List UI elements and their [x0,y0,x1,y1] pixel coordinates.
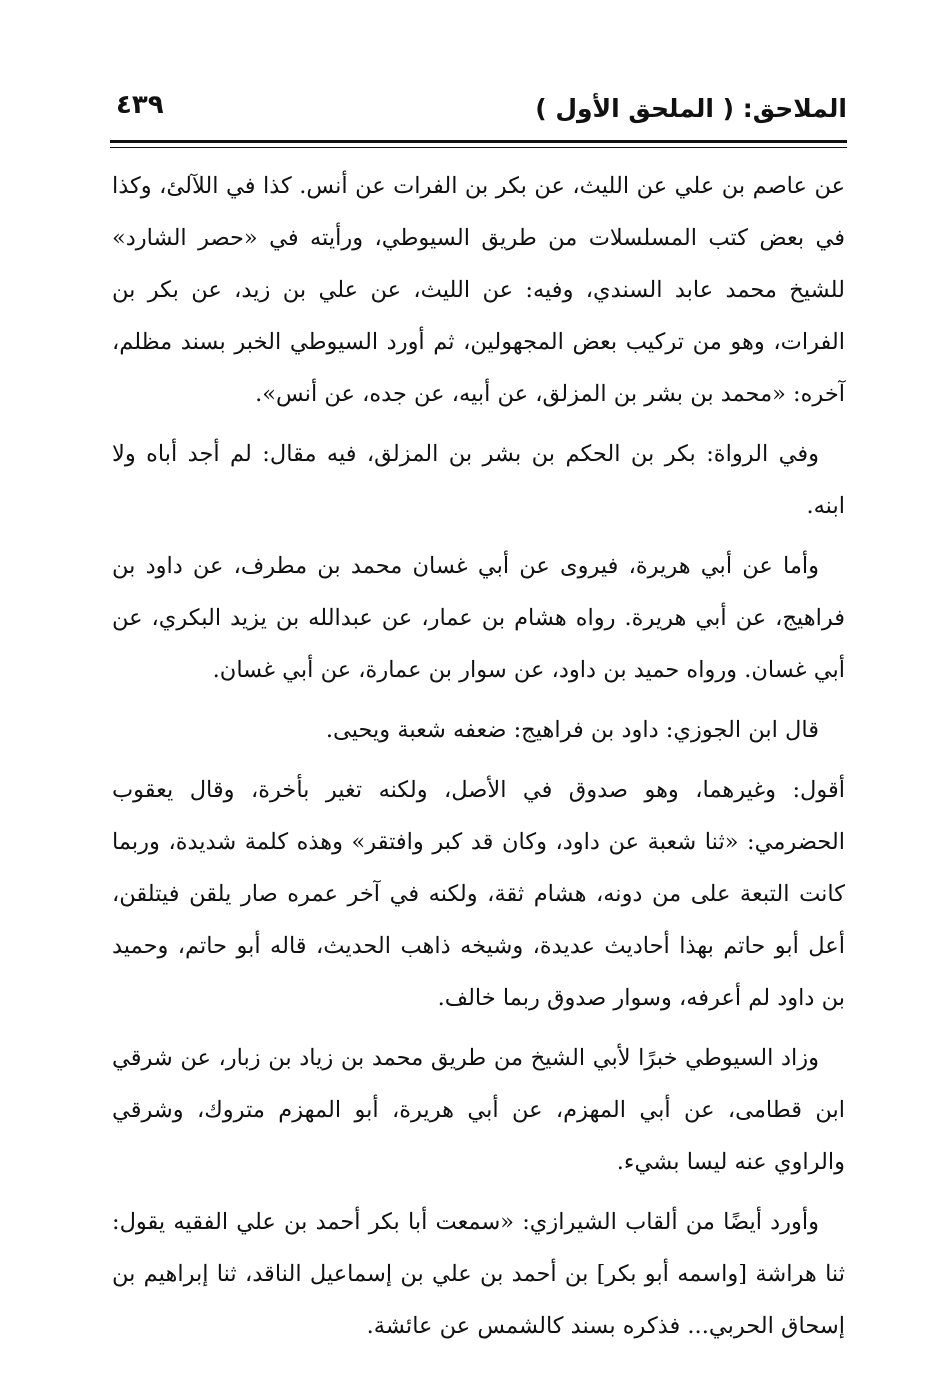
paragraph-6: وزاد السيوطي خبرًا لأبي الشيخ من طريق محمد بن زياد بن زبار، عن شرقي ابن قطامى، عن أبي المهزم، عن أبي هريرة، أبو المهزم متروك، وشرقي والراوي عنه ليسا بشيء. [112,1045,845,1175]
page-header [110,90,847,134]
running-title: الملاحق: ( الملحق الأول ) [535,94,847,123]
paragraph-7: وأورد أيضًا من ألقاب الشيرازي: «سمعت أبا بكر أحمد بن علي الفقيه يقول: ثنا هراشة [واسمه أبو بكر] بن أحمد بن علي بن إسماعيل الناقد، ثنا إبراهيم بن إسحاق الحربي... فذكره بسند كالشمس عن عائشة. [112,1209,845,1339]
paragraph-1: عن عاصم بن علي عن الليث، عن بكر بن الفرات عن أنس. كذا في اللآلئ، وكذا في بعض كتب المسلسلات من طريق السيوطي، ورأيته في «حصر الشارد» للشيخ محمد عابد السندي، وفيه: عن الليث، عن علي بن زيد، عن بكر بن الفرات، وهو من تركيب بعض المجهولين، ثم أورد السيوطي الخبر بسند مظلم، آخره: «محمد بن بشر بن المزلق، عن أبيه، عن جده، عن أنس». [112,173,845,407]
paragraph-2: وفي الرواة: بكر بن الحكم بن بشر بن المزلق، فيه مقال: لم أجد أباه ولا ابنه. [112,441,845,519]
page-number: ٤٣٩ [116,90,164,120]
body-text [112,160,845,1352]
paragraph-4: قال ابن الجوزي: داود بن فراهيج: ضعفه شعبة ويحيى. [325,717,819,743]
paragraph-5: أقول: وغيرهما، وهو صدوق في الأصل، ولكنه تغير بأخرة، وقال يعقوب الحضرمي: «ثنا شعبة عن داود، وكان قد كبر وافتقر» وهذه كلمة شديدة، وربما كانت التبعة على من دونه، هشام ثقة، ولكنه في آخر عمره صار يلقن فيتلقن، أعل أبو حاتم بهذا أحاديث عديدة، وشيخه ذاهب الحديث، قاله أبو حاتم، وحميد بن داود لم أعرفه، وسوار صدوق ربما خالف. [112,777,845,1011]
paragraph-3: وأما عن أبي هريرة، فيروى عن أبي غسان محمد بن مطرف، عن داود بن فراهيج، عن أبي هريرة. رواه هشام بن عمار، عن عبدالله بن يزيد البكري، عن أبي غسان. ورواه حميد بن داود، عن سوار بن عمارة، عن أبي غسان. [112,553,845,683]
header-rule-thin [110,147,847,148]
header-rule-thick [110,140,847,143]
